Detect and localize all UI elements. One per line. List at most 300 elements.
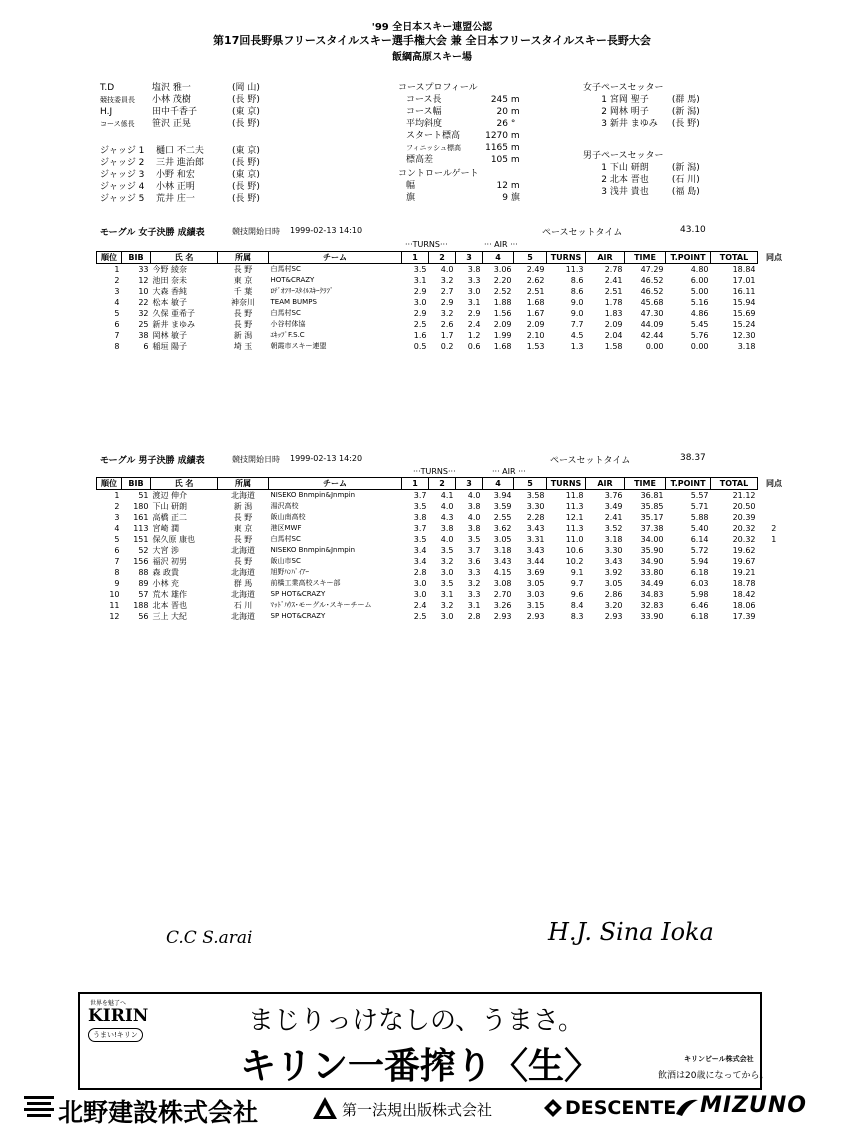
cell-affiliation: 新 潟 bbox=[233, 502, 253, 511]
gate-title: コントロールゲート bbox=[398, 169, 479, 179]
cell-turn-2: 3.2 bbox=[440, 557, 454, 566]
cell-turn-2: 3.0 bbox=[440, 568, 454, 577]
men-title: モーグル 男子決勝 成績表 bbox=[100, 456, 205, 466]
cell-bib: 161 bbox=[133, 513, 149, 522]
cell-name: 宮崎 潤 bbox=[152, 524, 180, 533]
header-bib: BIB bbox=[122, 478, 151, 490]
cell-air-5: 3.58 bbox=[526, 491, 545, 500]
cell-total: 16.11 bbox=[732, 287, 756, 296]
cell-total: 17.01 bbox=[732, 276, 756, 285]
cell-turn-1: 3.0 bbox=[413, 298, 427, 307]
header-air-4: 4 bbox=[483, 478, 514, 490]
cell-bib: 33 bbox=[138, 265, 149, 274]
course-row bbox=[398, 142, 520, 154]
course-profile bbox=[398, 82, 520, 204]
official-row bbox=[100, 94, 260, 106]
cell-tie bbox=[758, 286, 791, 297]
table-row bbox=[97, 330, 791, 341]
course-unit: m bbox=[510, 131, 520, 141]
cell-tpoint: 4.80 bbox=[690, 265, 709, 274]
cell-turns: 9.0 bbox=[570, 298, 584, 307]
judge-name: 荒井 庄一 bbox=[156, 194, 195, 204]
cell-air: 3.52 bbox=[604, 524, 623, 533]
cell-tie bbox=[758, 567, 791, 578]
women-start: 1999-02-13 14:10 bbox=[290, 226, 363, 235]
cell-affiliation: 北海道 bbox=[231, 491, 255, 500]
cell-tie bbox=[758, 297, 791, 308]
cell-turn-2: 2.9 bbox=[440, 298, 454, 307]
cell-air-4: 1.99 bbox=[493, 331, 512, 340]
cell-tie bbox=[758, 490, 791, 502]
cell-air-4: 1.68 bbox=[493, 342, 512, 351]
judge-name: 小野 和宏 bbox=[156, 170, 195, 180]
course-label: 平均斜度 bbox=[406, 119, 443, 129]
cell-turn-2: 1.7 bbox=[440, 331, 454, 340]
cell-team: 港区MWF bbox=[270, 524, 302, 532]
cell-time: 33.90 bbox=[640, 612, 664, 621]
cell-tpoint: 5.71 bbox=[690, 502, 709, 511]
table-row bbox=[97, 545, 791, 556]
cell-affiliation: 石 川 bbox=[233, 601, 253, 610]
cell-time: 33.80 bbox=[640, 568, 664, 577]
course-value: 105 bbox=[490, 155, 508, 165]
header-air-5: 5 bbox=[514, 252, 547, 264]
cell-turn-2: 3.2 bbox=[440, 276, 454, 285]
cell-total: 18.84 bbox=[732, 265, 756, 274]
judge-row bbox=[100, 181, 260, 193]
cell-name: 福沢 初男 bbox=[152, 557, 188, 566]
cell-bib: 57 bbox=[138, 590, 149, 599]
setter-no: 1 bbox=[601, 163, 607, 173]
course-value: 20 bbox=[496, 107, 508, 117]
daiichi-logo-icon bbox=[312, 1096, 338, 1120]
header-turns: TURNS bbox=[547, 252, 586, 264]
setter-pref: (群 馬) bbox=[671, 95, 700, 105]
cell-name: 北本 晋也 bbox=[152, 601, 188, 610]
cell-turns: 8.4 bbox=[570, 601, 584, 610]
header-turn-3: 3 bbox=[456, 252, 483, 264]
course-row bbox=[398, 118, 520, 130]
cell-tpoint: 0.00 bbox=[690, 342, 709, 351]
cell-time: 44.09 bbox=[640, 320, 664, 329]
cell-turn-1: 3.4 bbox=[413, 557, 427, 566]
cell-tpoint: 5.76 bbox=[690, 331, 709, 340]
cell-tie bbox=[758, 264, 791, 276]
kitano-logo-icon bbox=[24, 1094, 54, 1120]
cell-tpoint: 5.40 bbox=[690, 524, 709, 533]
cell-air-4: 3.62 bbox=[493, 524, 512, 533]
header-air-4: 4 bbox=[483, 252, 514, 264]
cell-team: SP HOT&CRAZY bbox=[270, 590, 326, 598]
cell-total: 20.32 bbox=[732, 524, 756, 533]
signature-left: C.C S.arai bbox=[166, 928, 253, 948]
cell-bib: 38 bbox=[138, 331, 149, 340]
header-turn-2: 2 bbox=[429, 478, 456, 490]
cell-air: 2.41 bbox=[604, 513, 623, 522]
course-row bbox=[398, 106, 520, 118]
cell-turns: 9.6 bbox=[570, 590, 584, 599]
course-value: 26 bbox=[496, 119, 508, 129]
course-unit: m bbox=[510, 155, 520, 165]
cell-air-4: 2.70 bbox=[493, 590, 512, 599]
table-row bbox=[97, 341, 791, 352]
cell-turn-3: 2.4 bbox=[467, 320, 481, 329]
cell-total: 19.62 bbox=[732, 546, 756, 555]
setter-no: 3 bbox=[601, 187, 607, 197]
cell-turn-1: 2.5 bbox=[413, 320, 427, 329]
cell-name: 森 政貴 bbox=[152, 568, 180, 577]
cell-air-5: 1.68 bbox=[526, 298, 545, 307]
header-name: 氏 名 bbox=[151, 252, 218, 264]
header-turn-3: 3 bbox=[456, 478, 483, 490]
cell-air: 3.43 bbox=[604, 557, 623, 566]
cell-air: 3.30 bbox=[604, 546, 623, 555]
men-results-table bbox=[96, 477, 790, 622]
cell-team: HOT&CRAZY bbox=[270, 276, 315, 284]
cell-air-4: 3.94 bbox=[493, 491, 512, 500]
cell-time: 34.00 bbox=[640, 535, 664, 544]
cell-tie bbox=[758, 589, 791, 600]
judge-pref: (東 京) bbox=[232, 170, 260, 180]
setter-row bbox=[583, 174, 700, 186]
table-row bbox=[97, 490, 791, 502]
ad-company: キリンビール株式会社 bbox=[684, 1055, 754, 1063]
cell-turn-2: 3.5 bbox=[440, 579, 454, 588]
course-title: コースプロフィール bbox=[398, 83, 478, 93]
cell-rank: 9 bbox=[114, 579, 120, 588]
cell-turn-2: 0.2 bbox=[440, 342, 454, 351]
table-row bbox=[97, 264, 791, 276]
cell-turns: 11.3 bbox=[565, 265, 584, 274]
cell-total: 20.39 bbox=[732, 513, 756, 522]
header-time: TIME bbox=[625, 252, 666, 264]
cell-turn-2: 4.3 bbox=[440, 513, 454, 522]
official-role: T.D bbox=[100, 83, 115, 93]
cell-tpoint: 5.98 bbox=[690, 590, 709, 599]
setter-row bbox=[583, 186, 700, 198]
cell-air: 3.05 bbox=[604, 579, 623, 588]
cell-team: 白馬村SC bbox=[270, 309, 301, 317]
cell-turns: 8.3 bbox=[570, 612, 584, 621]
cell-tie: 1 bbox=[771, 535, 777, 544]
cell-team: 飯山南高校 bbox=[270, 513, 306, 521]
cell-turns: 8.6 bbox=[570, 276, 584, 285]
women-air-label: ··· AIR ··· bbox=[484, 240, 518, 249]
cell-air: 1.83 bbox=[604, 309, 623, 318]
setter-row bbox=[583, 162, 700, 174]
cell-tpoint: 6.18 bbox=[690, 612, 709, 621]
cell-turn-3: 3.7 bbox=[467, 546, 481, 555]
cell-rank: 8 bbox=[114, 568, 120, 577]
setters-men-title: 男子ペースセッター bbox=[583, 151, 664, 161]
cell-time: 46.52 bbox=[640, 276, 664, 285]
gate-value: 9 bbox=[502, 193, 508, 203]
men-air-label: ··· AIR ··· bbox=[492, 467, 526, 476]
cell-air-4: 3.05 bbox=[493, 535, 512, 544]
cell-turn-3: 3.3 bbox=[467, 276, 481, 285]
course-label: 標高差 bbox=[406, 155, 434, 165]
cell-air: 3.49 bbox=[604, 502, 623, 511]
table-row bbox=[97, 308, 791, 319]
cell-bib: 180 bbox=[133, 502, 149, 511]
men-turns-label: ···TURNS··· bbox=[413, 467, 456, 476]
cell-turn-1: 3.7 bbox=[413, 491, 427, 500]
cell-turn-3: 3.1 bbox=[467, 298, 481, 307]
official-role: コース係長 bbox=[100, 120, 135, 128]
setter-row bbox=[583, 94, 700, 106]
cell-turns: 12.1 bbox=[565, 513, 584, 522]
cell-turn-1: 2.9 bbox=[413, 309, 427, 318]
cell-tpoint: 5.16 bbox=[690, 298, 709, 307]
cell-team: ﾏｯﾄﾞﾊｳｽ･モーグル･スキーチーム bbox=[270, 601, 372, 609]
header-bib: BIB bbox=[122, 252, 151, 264]
cell-turn-1: 3.0 bbox=[413, 579, 427, 588]
cell-team: 白馬村SC bbox=[270, 535, 301, 543]
cell-affiliation: 長 野 bbox=[233, 535, 253, 544]
official-name: 塩沢 雅一 bbox=[152, 83, 191, 93]
cell-air: 2.93 bbox=[604, 612, 623, 621]
cell-turns: 11.3 bbox=[565, 524, 584, 533]
official-name: 笹沢 正晃 bbox=[152, 119, 191, 129]
cell-time: 0.00 bbox=[645, 342, 664, 351]
cell-rank: 6 bbox=[114, 320, 120, 329]
cell-air-4: 2.93 bbox=[493, 612, 512, 621]
cell-air-4: 3.26 bbox=[493, 601, 512, 610]
men-pace-label: ペースセットタイム bbox=[550, 456, 631, 466]
cell-turn-1: 1.6 bbox=[413, 331, 427, 340]
cell-time: 45.68 bbox=[640, 298, 664, 307]
cell-team: ｴｷｯﾌﾟF.S.C bbox=[270, 331, 305, 339]
judge-pref: (長 野) bbox=[232, 194, 260, 204]
cell-air-5: 3.05 bbox=[526, 579, 545, 588]
cell-turn-1: 3.7 bbox=[413, 524, 427, 533]
cell-air: 3.92 bbox=[604, 568, 623, 577]
cell-air: 3.20 bbox=[604, 601, 623, 610]
cell-tie bbox=[758, 556, 791, 567]
cell-tie bbox=[758, 275, 791, 286]
cell-turn-1: 3.4 bbox=[413, 546, 427, 555]
cell-rank: 3 bbox=[114, 287, 120, 296]
cell-total: 15.24 bbox=[732, 320, 756, 329]
setter-row bbox=[583, 118, 700, 130]
cell-air-5: 2.28 bbox=[526, 513, 545, 522]
cell-air-4: 1.56 bbox=[493, 309, 512, 318]
cell-tpoint: 4.86 bbox=[690, 309, 709, 318]
table-row bbox=[97, 600, 791, 611]
header-rank: 順位 bbox=[97, 252, 122, 264]
setters-women-title: 女子ペースセッター bbox=[583, 83, 664, 93]
cell-tie bbox=[758, 341, 791, 352]
cell-time: 35.90 bbox=[640, 546, 664, 555]
cell-total: 18.42 bbox=[732, 590, 756, 599]
cell-bib: 89 bbox=[138, 579, 149, 588]
header-venue: 飯綱高原スキー場 bbox=[392, 52, 472, 63]
cell-tpoint: 5.72 bbox=[690, 546, 709, 555]
cell-turn-3: 3.0 bbox=[467, 287, 481, 296]
header-tpoint: T.POINT bbox=[666, 478, 711, 490]
sponsor-mizuno: MIZUNO bbox=[700, 1093, 808, 1118]
judge-row bbox=[100, 145, 260, 157]
kirin-ad bbox=[78, 992, 769, 1090]
table-row bbox=[97, 567, 791, 578]
table-row bbox=[97, 534, 791, 545]
cell-bib: 6 bbox=[143, 342, 149, 351]
cell-team: SP HOT&CRAZY bbox=[270, 612, 326, 620]
cell-turn-1: 3.1 bbox=[413, 276, 427, 285]
cell-turn-2: 2.7 bbox=[440, 287, 454, 296]
course-unit: m bbox=[510, 95, 520, 105]
setter-no: 1 bbox=[601, 95, 607, 105]
cell-rank: 1 bbox=[114, 265, 120, 274]
setter-name: 北本 晋也 bbox=[609, 175, 649, 185]
setter-pref: (石 川) bbox=[671, 175, 700, 185]
cell-turn-3: 3.5 bbox=[467, 535, 481, 544]
cell-turn-2: 3.1 bbox=[440, 590, 454, 599]
course-label: コース長 bbox=[406, 95, 442, 105]
cell-turns: 11.8 bbox=[565, 491, 584, 500]
course-unit: ° bbox=[510, 119, 516, 129]
official-row bbox=[100, 118, 260, 130]
course-value: 245 bbox=[490, 95, 508, 105]
cell-air: 3.76 bbox=[604, 491, 623, 500]
cell-turns: 11.3 bbox=[565, 502, 584, 511]
table-row bbox=[97, 556, 791, 567]
setter-pref: (新 潟) bbox=[671, 107, 700, 117]
official-pref: (東 京) bbox=[232, 107, 260, 117]
cell-affiliation: 埼 玉 bbox=[233, 342, 253, 351]
cell-affiliation: 北海道 bbox=[231, 612, 255, 621]
cell-tpoint: 5.00 bbox=[690, 287, 709, 296]
cell-team: 湯沢高校 bbox=[270, 502, 299, 510]
header-turns: TURNS bbox=[547, 478, 586, 490]
cell-air-4: 3.18 bbox=[493, 546, 512, 555]
judge-row bbox=[100, 157, 260, 169]
official-row bbox=[100, 106, 260, 118]
cell-affiliation: 長 野 bbox=[233, 265, 253, 274]
gate-unit: m bbox=[510, 181, 520, 191]
setter-row bbox=[583, 106, 700, 118]
judge-name: 樋口 不二夫 bbox=[156, 146, 204, 156]
setter-pref: (福 島) bbox=[671, 187, 700, 197]
table-row bbox=[97, 297, 791, 308]
official-pref: (岡 山) bbox=[232, 83, 260, 93]
official-role: 競技委員長 bbox=[100, 96, 135, 104]
cell-tie bbox=[758, 319, 791, 330]
cell-air: 1.58 bbox=[604, 342, 623, 351]
cell-air-4: 1.88 bbox=[493, 298, 512, 307]
cell-tie: 2 bbox=[771, 524, 777, 533]
cell-name: 稲垣 陽子 bbox=[152, 342, 188, 351]
cell-time: 47.29 bbox=[640, 265, 664, 274]
cell-tie bbox=[758, 330, 791, 341]
cell-team: NISEKO Bnmpin&Jnmpin bbox=[270, 546, 356, 554]
cell-team: TEAM BUMPS bbox=[270, 298, 317, 306]
cell-air: 1.78 bbox=[604, 298, 623, 307]
cell-turn-3: 2.8 bbox=[467, 612, 481, 621]
cell-turn-2: 3.5 bbox=[440, 546, 454, 555]
cell-tpoint: 6.14 bbox=[690, 535, 709, 544]
cell-turns: 1.3 bbox=[570, 342, 584, 351]
cell-air: 2.41 bbox=[604, 276, 623, 285]
header-affiliation: 所属 bbox=[218, 478, 269, 490]
cell-total: 15.94 bbox=[732, 298, 756, 307]
cell-rank: 5 bbox=[114, 309, 120, 318]
cell-team: 白馬村SC bbox=[270, 265, 301, 273]
judge-name: 小林 正明 bbox=[156, 182, 195, 192]
cell-air-5: 3.44 bbox=[526, 557, 545, 566]
cell-turn-3: 3.8 bbox=[467, 265, 481, 274]
cell-team: ﾛﾃﾞｵﾌﾘｰｽﾀｲﾙｽｷｰｸﾗﾌﾞ bbox=[270, 287, 334, 295]
header-rank: 順位 bbox=[97, 478, 122, 490]
gate-value: 12 bbox=[496, 181, 508, 191]
cell-turn-2: 4.0 bbox=[440, 502, 454, 511]
cell-turns: 9.7 bbox=[570, 579, 584, 588]
cell-rank: 5 bbox=[114, 535, 120, 544]
cell-rank: 6 bbox=[114, 546, 120, 555]
cell-name: 渡辺 伸介 bbox=[152, 491, 188, 500]
official-pref: (長 野) bbox=[232, 119, 260, 129]
cell-air-5: 3.15 bbox=[526, 601, 545, 610]
women-results-table bbox=[96, 251, 790, 352]
cell-affiliation: 長 野 bbox=[233, 513, 253, 522]
setter-name: 浅井 貴也 bbox=[609, 187, 649, 197]
cell-bib: 22 bbox=[138, 298, 149, 307]
cell-tie bbox=[758, 545, 791, 556]
cell-turn-2: 4.0 bbox=[440, 265, 454, 274]
judge-role: ジャッジ 4 bbox=[100, 182, 145, 192]
cell-tpoint: 6.46 bbox=[690, 601, 709, 610]
cell-turn-1: 3.0 bbox=[413, 590, 427, 599]
cell-time: 34.49 bbox=[640, 579, 664, 588]
cell-turn-1: 2.4 bbox=[413, 601, 427, 610]
cell-rank: 1 bbox=[114, 491, 120, 500]
kirin-sub-badge: うまい!キリン bbox=[88, 1028, 143, 1042]
header-team: チーム bbox=[269, 478, 402, 490]
cell-turns: 4.5 bbox=[570, 331, 584, 340]
cell-air-4: 2.55 bbox=[493, 513, 512, 522]
cell-bib: 52 bbox=[138, 546, 149, 555]
cell-air-4: 3.43 bbox=[493, 557, 512, 566]
official-name: 田中千香子 bbox=[152, 107, 198, 117]
cell-turn-3: 3.2 bbox=[467, 579, 481, 588]
cell-tie bbox=[758, 308, 791, 319]
cell-team: 前橋工業高校スキー部 bbox=[270, 579, 341, 587]
cell-tie bbox=[758, 600, 791, 611]
cell-affiliation: 北海道 bbox=[231, 590, 255, 599]
cell-bib: 10 bbox=[138, 287, 149, 296]
official-pref: (長 野) bbox=[232, 95, 260, 105]
cell-tie bbox=[758, 611, 791, 622]
cell-rank: 4 bbox=[114, 524, 120, 533]
cell-turn-3: 4.0 bbox=[467, 513, 481, 522]
cell-total: 20.32 bbox=[732, 535, 756, 544]
cell-air-4: 3.08 bbox=[493, 579, 512, 588]
cell-bib: 88 bbox=[138, 568, 149, 577]
cell-air-5: 3.03 bbox=[526, 590, 545, 599]
cell-tpoint: 6.03 bbox=[690, 579, 709, 588]
gate-row bbox=[398, 192, 520, 204]
table-row bbox=[97, 611, 791, 622]
cell-total: 21.12 bbox=[732, 491, 756, 500]
cell-turn-2: 3.0 bbox=[440, 612, 454, 621]
cell-name: 新井 まゆみ bbox=[152, 320, 196, 329]
cell-air-5: 2.10 bbox=[526, 331, 545, 340]
cell-time: 34.83 bbox=[640, 590, 664, 599]
table-row bbox=[97, 275, 791, 286]
judge-pref: (長 野) bbox=[232, 182, 260, 192]
cell-air: 2.86 bbox=[604, 590, 623, 599]
cell-turn-3: 3.3 bbox=[467, 568, 481, 577]
